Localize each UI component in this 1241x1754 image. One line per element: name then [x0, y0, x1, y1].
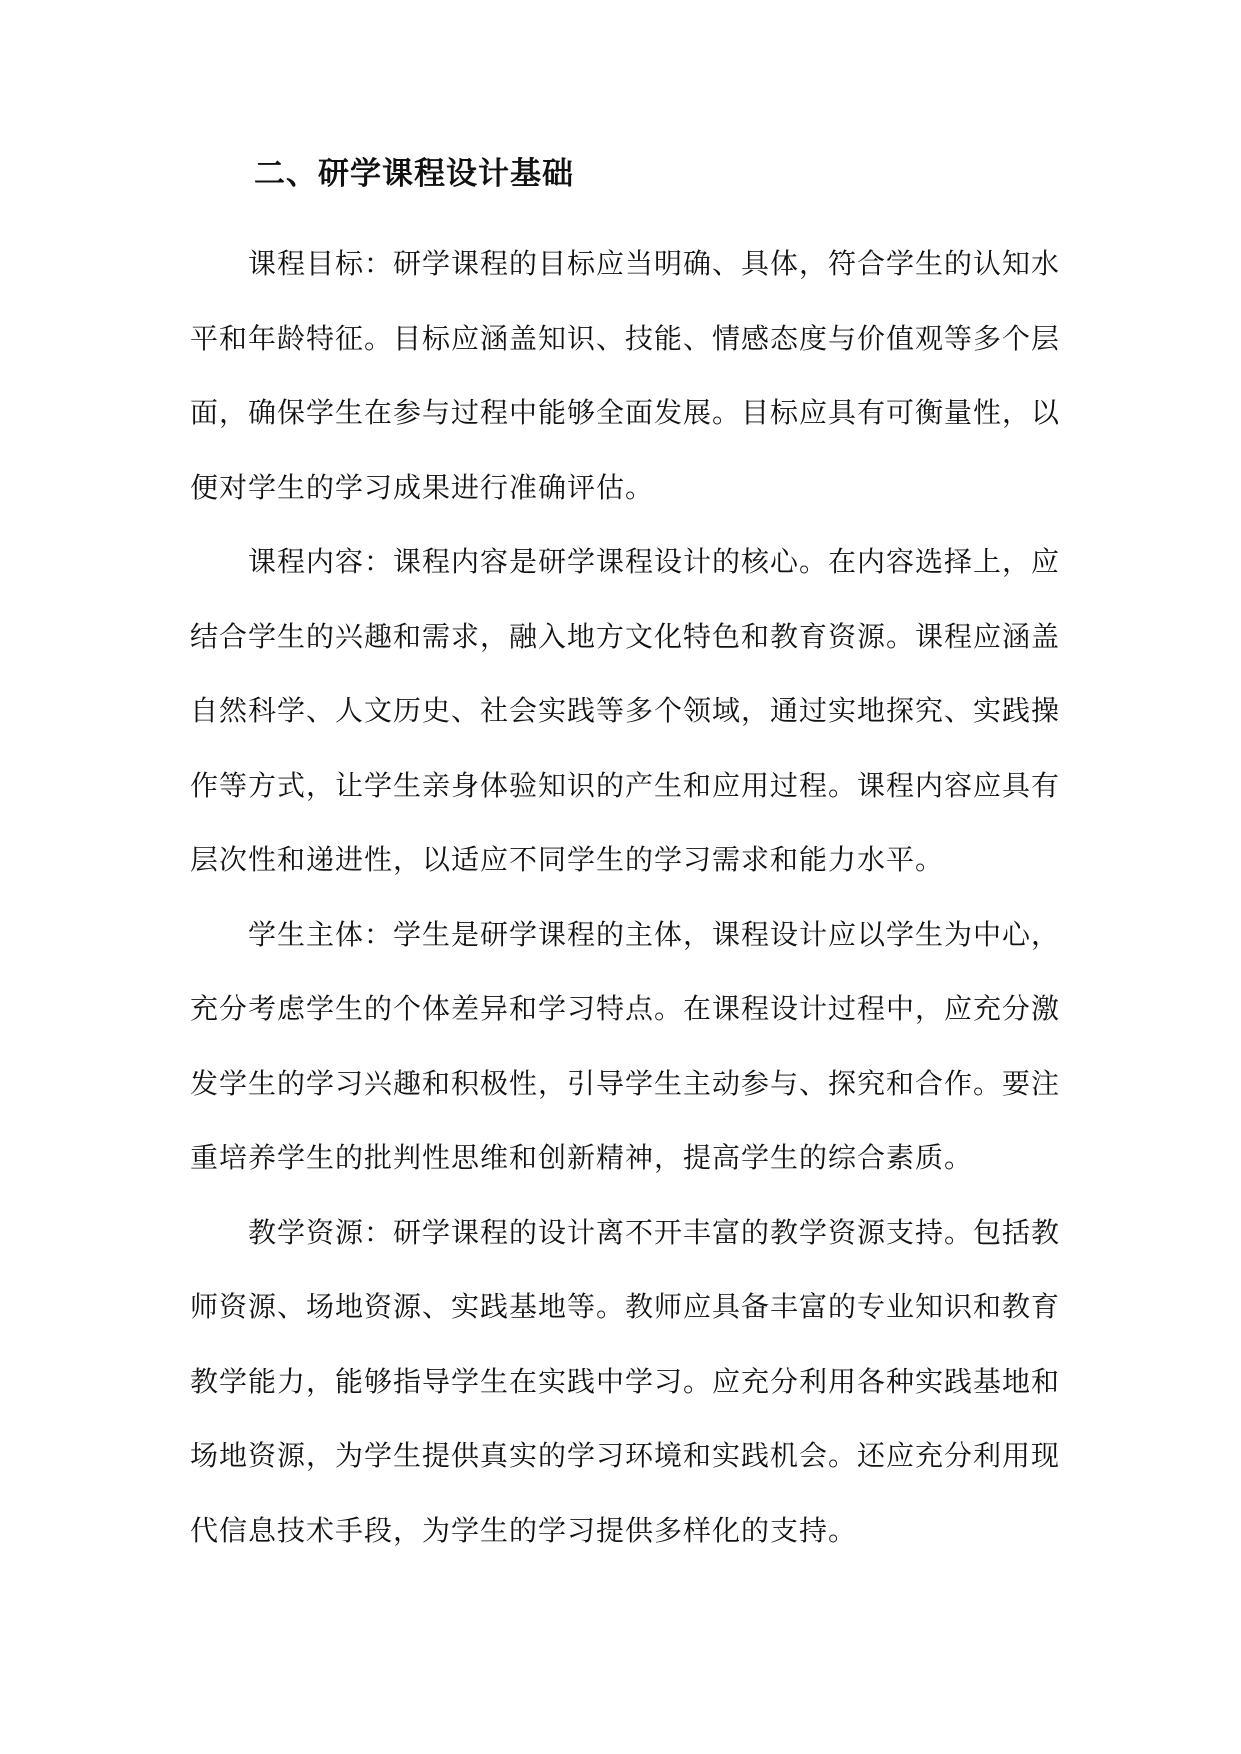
paragraph-course-content: 课程内容：课程内容是研学课程设计的核心。在内容选择上，应结合学生的兴趣和需求，融入地方文化特色和教育资源。课程应涵盖自然科学、人文历史、社会实践等多个领域，通过实地探究、实践操作等方式，让学生亲身体验知识的产生和应用过程。课程内容应具有层次性和递进性，以适应不同学生的学习需求和能力水平。 [190, 545, 1061, 876]
paragraph-course-objectives: 课程目标：研学课程的目标应当明确、具体，符合学生的认知水平和年龄特征。目标应涵盖知识、技能、情感态度与价值观等多个层面，确保学生在参与过程中能够全面发展。目标应具有可衡量性，以便对学生的学习成果进行准确评估。 [190, 247, 1061, 504]
paragraph-teaching-resources: 教学资源：研学课程的设计离不开丰富的教学资源支持。包括教师资源、场地资源、实践基地等。教师应具备丰富的专业知识和教育教学能力，能够指导学生在实践中学习。应充分利用各种实践基地和场地资源，为学生提供真实的学习环境和实践机会。还应充分利用现代信息技术手段，为学生的学习提供多样化的支持。 [190, 1215, 1061, 1547]
section-heading: 二、研学课程设计基础 [254, 156, 574, 192]
paragraph-student-subject: 学生主体：学生是研学课程的主体，课程设计应以学生为中心，充分考虑学生的个体差异和学习特点。在课程设计过程中，应充分激发学生的学习兴趣和积极性，引导学生主动参与、探究和合作。要注重培养学生的批判性思维和创新精神，提高学生的综合素质。 [190, 917, 1061, 1174]
document-body [190, 150, 1060, 1568]
